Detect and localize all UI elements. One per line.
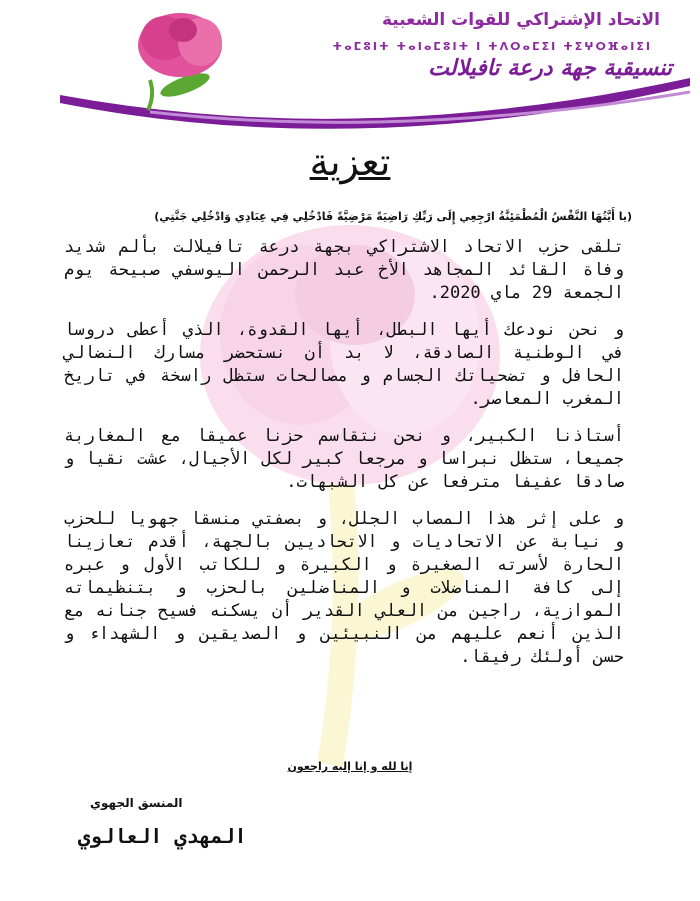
organization-name-tifinagh: ⵜⴰⵎⵓⵏⵜ ⵜⴰⵏⴰⵎⵓⵏⵜ ⵏ ⵜⴷⵔⴰⵎⵉⵏ ⵜⵉⵖⵔⴼⴰⵏⵉⵏ [332,40,652,53]
signer-name: المهدي العالوي [78,824,247,848]
letter-title: تعزية [309,140,391,184]
letter-body [64,236,624,683]
letterhead [0,0,700,135]
closing-phrase: إنا لله و إنا إليه راجعون [287,760,413,773]
paragraph: تلقى حزب الاتحاد الاشتراكي بجهة درعة تافيلالت بألم شديد وفاة القائد المجاهد الأخ عبد الرحمن اليوسفي صبيحة يوم الجمعة 29 ماي 2020. [64,237,624,303]
paragraph: و نحن نودعك أيها البطل، أيها القدوة، الذي أعطى دروسا في الوطنية الصادقة، لا بد أن نستحضر مسارك النضالي الحافل و تضحياتك الجسام و مصالحات ستظل راسخة في تاريخ المغرب المعاصر. [64,320,624,409]
paragraph: و على إثر هذا المصاب الجلل، و بصفتي منسقا جهويا للحزب و نيابة عن الاتحاديات و الاتحاديين بالجهة، أقدم تعازينا الحارة لأسرته الصغيرة و الكبيرة و للكاتب الأول و عبره إلى كافة المناضلات و المناضلين بالحزب و بتنظيماته الموازية، راجين من العلي القدير أن يسكنه فسيح جنانه مع الذين أنعم عليهم من النبيئين و الصديقين و الشهداء و حسن أولئك رفيقا. [64,509,624,667]
paragraph: أستاذنا الكبير، و نحن نتقاسم حزنا عميقا مع المغاربة جميعا، ستظل نبراسا و مرجعا كبير لكل الأجيال، عشت نقيا و صادقا عفيفا مترفعا عن كل الشبهات. [64,426,624,492]
quran-verse: (يا أَيَّتُهَا النَّفْسُ الْمُطْمَئِنَّةُ ارْجِعِي إِلَى رَبِّكِ رَاضِيَةً مَرْضِيَّةً فَادْخُلِي فِي عِبَادِي وَادْخُلِي جَنَّتِي) [154,210,632,223]
signer-role: المنسق الجهوي [90,796,183,810]
rose-logo [138,13,222,110]
organization-name: الاتحاد الإشتراكي للقوات الشعبية [381,10,660,30]
regional-coordination-name: تنسيقية جهة درعة تافيلالت [428,56,672,81]
